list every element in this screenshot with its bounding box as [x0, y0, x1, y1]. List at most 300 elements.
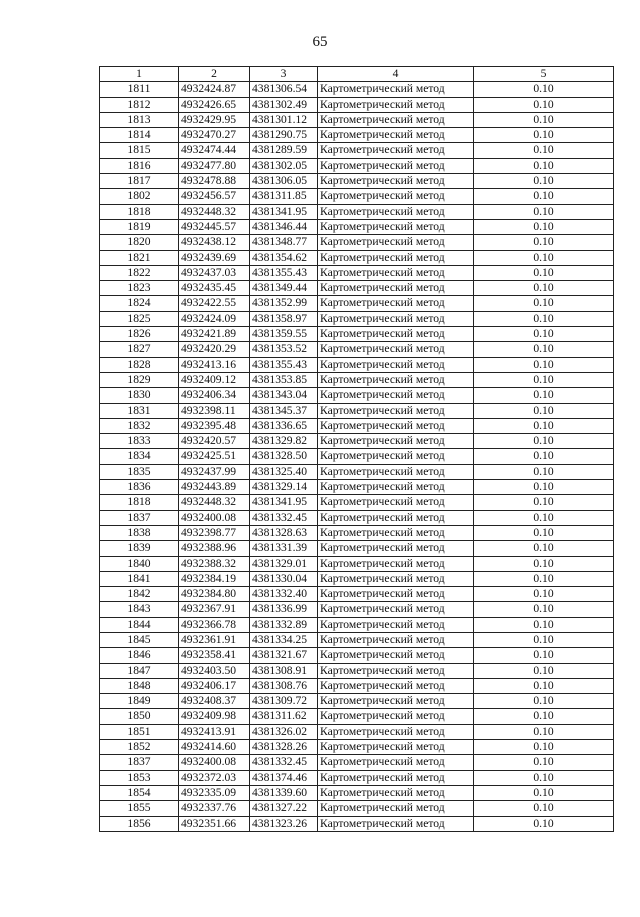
x-coordinate-cell: 4932421.89: [179, 327, 250, 342]
y-coordinate-cell: 4381330.04: [250, 571, 318, 586]
point-number-cell: 1854: [100, 785, 179, 800]
point-number-cell: 1802: [100, 189, 179, 204]
y-coordinate-cell: 4381331.39: [250, 541, 318, 556]
method-cell: Картометрический метод: [318, 112, 474, 127]
method-cell: Картометрический метод: [318, 525, 474, 540]
accuracy-cell: 0.10: [474, 388, 614, 403]
table-row: [100, 816, 614, 831]
table-row: [100, 174, 614, 189]
table-row: [100, 663, 614, 678]
accuracy-cell: 0.10: [474, 632, 614, 647]
method-cell: Картометрический метод: [318, 541, 474, 556]
y-coordinate-cell: 4381301.12: [250, 112, 318, 127]
point-number-cell: 1840: [100, 556, 179, 571]
method-cell: Картометрический метод: [318, 678, 474, 693]
accuracy-cell: 0.10: [474, 219, 614, 234]
method-cell: Картометрический метод: [318, 342, 474, 357]
y-coordinate-cell: 4381346.44: [250, 219, 318, 234]
x-coordinate-cell: 4932439.69: [179, 250, 250, 265]
point-number-cell: 1812: [100, 97, 179, 112]
accuracy-cell: 0.10: [474, 770, 614, 785]
y-coordinate-cell: 4381345.37: [250, 403, 318, 418]
method-cell: Картометрический метод: [318, 801, 474, 816]
y-coordinate-cell: 4381332.89: [250, 617, 318, 632]
x-coordinate-cell: 4932400.08: [179, 755, 250, 770]
y-coordinate-cell: 4381308.76: [250, 678, 318, 693]
method-cell: Картометрический метод: [318, 189, 474, 204]
y-coordinate-cell: 4381327.22: [250, 801, 318, 816]
accuracy-cell: 0.10: [474, 663, 614, 678]
point-number-cell: 1821: [100, 250, 179, 265]
y-coordinate-cell: 4381343.04: [250, 388, 318, 403]
y-coordinate-cell: 4381325.40: [250, 464, 318, 479]
table-row: [100, 770, 614, 785]
point-number-cell: 1833: [100, 434, 179, 449]
x-coordinate-cell: 4932409.12: [179, 372, 250, 387]
table-row: [100, 143, 614, 158]
y-coordinate-cell: 4381306.54: [250, 82, 318, 97]
x-coordinate-cell: 4932406.34: [179, 388, 250, 403]
method-cell: Картометрический метод: [318, 372, 474, 387]
x-coordinate-cell: 4932413.16: [179, 357, 250, 372]
point-number-cell: 1827: [100, 342, 179, 357]
y-coordinate-cell: 4381352.99: [250, 296, 318, 311]
method-cell: Картометрический метод: [318, 174, 474, 189]
point-number-cell: 1832: [100, 418, 179, 433]
x-coordinate-cell: 4932361.91: [179, 632, 250, 647]
accuracy-cell: 0.10: [474, 418, 614, 433]
accuracy-cell: 0.10: [474, 556, 614, 571]
y-coordinate-cell: 4381308.91: [250, 663, 318, 678]
accuracy-cell: 0.10: [474, 143, 614, 158]
point-number-cell: 1847: [100, 663, 179, 678]
x-coordinate-cell: 4932456.57: [179, 189, 250, 204]
x-coordinate-cell: 4932420.29: [179, 342, 250, 357]
y-coordinate-cell: 4381329.01: [250, 556, 318, 571]
accuracy-cell: 0.10: [474, 235, 614, 250]
accuracy-cell: 0.10: [474, 97, 614, 112]
table-row: [100, 219, 614, 234]
point-number-cell: 1816: [100, 158, 179, 173]
method-cell: Картометрический метод: [318, 128, 474, 143]
table-row: [100, 327, 614, 342]
table-row: [100, 740, 614, 755]
method-cell: Картометрический метод: [318, 510, 474, 525]
method-cell: Картометрический метод: [318, 82, 474, 97]
x-coordinate-cell: 4932448.32: [179, 204, 250, 219]
accuracy-cell: 0.10: [474, 357, 614, 372]
method-cell: Картометрический метод: [318, 204, 474, 219]
table-row: [100, 510, 614, 525]
method-cell: Картометрический метод: [318, 663, 474, 678]
method-cell: Картометрический метод: [318, 587, 474, 602]
accuracy-cell: 0.10: [474, 755, 614, 770]
method-cell: Картометрический метод: [318, 265, 474, 280]
method-cell: Картометрический метод: [318, 327, 474, 342]
x-coordinate-cell: 4932474.44: [179, 143, 250, 158]
point-number-cell: 1819: [100, 219, 179, 234]
accuracy-cell: 0.10: [474, 82, 614, 97]
x-coordinate-cell: 4932400.08: [179, 510, 250, 525]
accuracy-cell: 0.10: [474, 694, 614, 709]
x-coordinate-cell: 4932424.09: [179, 311, 250, 326]
table-row: [100, 785, 614, 800]
y-coordinate-cell: 4381306.05: [250, 174, 318, 189]
y-coordinate-cell: 4381359.55: [250, 327, 318, 342]
x-coordinate-cell: 4932437.99: [179, 464, 250, 479]
header-cell-x: 2: [179, 67, 250, 82]
method-cell: Картометрический метод: [318, 648, 474, 663]
method-cell: Картометрический метод: [318, 556, 474, 571]
y-coordinate-cell: 4381302.49: [250, 97, 318, 112]
x-coordinate-cell: 4932445.57: [179, 219, 250, 234]
point-number-cell: 1842: [100, 587, 179, 602]
accuracy-cell: 0.10: [474, 128, 614, 143]
x-coordinate-cell: 4932425.51: [179, 449, 250, 464]
y-coordinate-cell: 4381309.72: [250, 694, 318, 709]
x-coordinate-cell: 4932424.87: [179, 82, 250, 97]
point-number-cell: 1817: [100, 174, 179, 189]
y-coordinate-cell: 4381336.65: [250, 418, 318, 433]
y-coordinate-cell: 4381328.26: [250, 740, 318, 755]
table-row: [100, 495, 614, 510]
method-cell: Картометрический метод: [318, 724, 474, 739]
point-number-cell: 1829: [100, 372, 179, 387]
point-number-cell: 1834: [100, 449, 179, 464]
accuracy-cell: 0.10: [474, 801, 614, 816]
method-cell: Картометрический метод: [318, 235, 474, 250]
point-number-cell: 1823: [100, 281, 179, 296]
x-coordinate-cell: 4932366.78: [179, 617, 250, 632]
point-number-cell: 1838: [100, 525, 179, 540]
accuracy-cell: 0.10: [474, 281, 614, 296]
y-coordinate-cell: 4381341.95: [250, 204, 318, 219]
point-number-cell: 1818: [100, 495, 179, 510]
accuracy-cell: 0.10: [474, 327, 614, 342]
accuracy-cell: 0.10: [474, 740, 614, 755]
point-number-cell: 1848: [100, 678, 179, 693]
accuracy-cell: 0.10: [474, 617, 614, 632]
point-number-cell: 1845: [100, 632, 179, 647]
method-cell: Картометрический метод: [318, 632, 474, 647]
method-cell: Картометрический метод: [318, 449, 474, 464]
x-coordinate-cell: 4932384.19: [179, 571, 250, 586]
y-coordinate-cell: 4381341.95: [250, 495, 318, 510]
table-row: [100, 694, 614, 709]
table-row: [100, 189, 614, 204]
point-number-cell: 1815: [100, 143, 179, 158]
method-cell: Картометрический метод: [318, 464, 474, 479]
accuracy-cell: 0.10: [474, 678, 614, 693]
y-coordinate-cell: 4381321.67: [250, 648, 318, 663]
table-row: [100, 648, 614, 663]
y-coordinate-cell: 4381329.14: [250, 480, 318, 495]
table-row: [100, 97, 614, 112]
table-row: [100, 82, 614, 97]
y-coordinate-cell: 4381374.46: [250, 770, 318, 785]
point-number-cell: 1837: [100, 755, 179, 770]
x-coordinate-cell: 4932438.12: [179, 235, 250, 250]
accuracy-cell: 0.10: [474, 449, 614, 464]
table-row: [100, 296, 614, 311]
x-coordinate-cell: 4932388.32: [179, 556, 250, 571]
x-coordinate-cell: 4932358.41: [179, 648, 250, 663]
y-coordinate-cell: 4381328.50: [250, 449, 318, 464]
point-number-cell: 1856: [100, 816, 179, 831]
table-row: [100, 357, 614, 372]
method-cell: Картометрический метод: [318, 219, 474, 234]
y-coordinate-cell: 4381355.43: [250, 265, 318, 280]
table-row: [100, 571, 614, 586]
table-row: [100, 281, 614, 296]
table-row: [100, 678, 614, 693]
x-coordinate-cell: 4932403.50: [179, 663, 250, 678]
y-coordinate-cell: 4381349.44: [250, 281, 318, 296]
accuracy-cell: 0.10: [474, 372, 614, 387]
table-row: [100, 265, 614, 280]
method-cell: Картометрический метод: [318, 158, 474, 173]
x-coordinate-cell: 4932335.09: [179, 785, 250, 800]
x-coordinate-cell: 4932422.55: [179, 296, 250, 311]
point-number-cell: 1826: [100, 327, 179, 342]
method-cell: Картометрический метод: [318, 418, 474, 433]
point-number-cell: 1850: [100, 709, 179, 724]
accuracy-cell: 0.10: [474, 709, 614, 724]
y-coordinate-cell: 4381358.97: [250, 311, 318, 326]
y-coordinate-cell: 4381328.63: [250, 525, 318, 540]
table-row: [100, 403, 614, 418]
point-number-cell: 1836: [100, 480, 179, 495]
point-number-cell: 1853: [100, 770, 179, 785]
point-number-cell: 1824: [100, 296, 179, 311]
point-number-cell: 1839: [100, 541, 179, 556]
accuracy-cell: 0.10: [474, 480, 614, 495]
y-coordinate-cell: 4381339.60: [250, 785, 318, 800]
table-row: [100, 556, 614, 571]
y-coordinate-cell: 4381354.62: [250, 250, 318, 265]
point-number-cell: 1820: [100, 235, 179, 250]
point-number-cell: 1811: [100, 82, 179, 97]
accuracy-cell: 0.10: [474, 204, 614, 219]
table-row: [100, 541, 614, 556]
x-coordinate-cell: 4932478.88: [179, 174, 250, 189]
header-cell-accuracy: 5: [474, 67, 614, 82]
method-cell: Картометрический метод: [318, 785, 474, 800]
x-coordinate-cell: 4932384.80: [179, 587, 250, 602]
accuracy-cell: 0.10: [474, 296, 614, 311]
table-row: [100, 418, 614, 433]
y-coordinate-cell: 4381326.02: [250, 724, 318, 739]
y-coordinate-cell: 4381290.75: [250, 128, 318, 143]
header-cell-y: 3: [250, 67, 318, 82]
x-coordinate-cell: 4932372.03: [179, 770, 250, 785]
table-row: [100, 112, 614, 127]
method-cell: Картометрический метод: [318, 602, 474, 617]
x-coordinate-cell: 4932388.96: [179, 541, 250, 556]
table-row: [100, 602, 614, 617]
table-row: [100, 449, 614, 464]
table-row: [100, 709, 614, 724]
y-coordinate-cell: 4381302.05: [250, 158, 318, 173]
x-coordinate-cell: 4932426.65: [179, 97, 250, 112]
table-row: [100, 388, 614, 403]
x-coordinate-cell: 4932406.17: [179, 678, 250, 693]
accuracy-cell: 0.10: [474, 464, 614, 479]
method-cell: Картометрический метод: [318, 143, 474, 158]
y-coordinate-cell: 4381332.45: [250, 510, 318, 525]
point-number-cell: 1846: [100, 648, 179, 663]
accuracy-cell: 0.10: [474, 311, 614, 326]
accuracy-cell: 0.10: [474, 602, 614, 617]
accuracy-cell: 0.10: [474, 724, 614, 739]
accuracy-cell: 0.10: [474, 174, 614, 189]
y-coordinate-cell: 4381355.43: [250, 357, 318, 372]
table-row: [100, 464, 614, 479]
accuracy-cell: 0.10: [474, 250, 614, 265]
method-cell: Картометрический метод: [318, 816, 474, 831]
point-number-cell: 1822: [100, 265, 179, 280]
method-cell: Картометрический метод: [318, 480, 474, 495]
accuracy-cell: 0.10: [474, 342, 614, 357]
table-row: [100, 128, 614, 143]
point-number-cell: 1813: [100, 112, 179, 127]
point-number-cell: 1830: [100, 388, 179, 403]
header-cell-point-number: 1: [100, 67, 179, 82]
x-coordinate-cell: 4932435.45: [179, 281, 250, 296]
x-coordinate-cell: 4932429.95: [179, 112, 250, 127]
x-coordinate-cell: 4932470.27: [179, 128, 250, 143]
coordinates-table: [99, 66, 614, 832]
y-coordinate-cell: 4381289.59: [250, 143, 318, 158]
x-coordinate-cell: 4932395.48: [179, 418, 250, 433]
table-row: [100, 235, 614, 250]
y-coordinate-cell: 4381332.45: [250, 755, 318, 770]
table-body: [100, 82, 614, 832]
table-row: [100, 311, 614, 326]
x-coordinate-cell: 4932443.89: [179, 480, 250, 495]
table-row: [100, 525, 614, 540]
x-coordinate-cell: 4932408.37: [179, 694, 250, 709]
method-cell: Картометрический метод: [318, 617, 474, 632]
table-row: [100, 158, 614, 173]
accuracy-cell: 0.10: [474, 265, 614, 280]
y-coordinate-cell: 4381323.26: [250, 816, 318, 831]
method-cell: Картометрический метод: [318, 740, 474, 755]
x-coordinate-cell: 4932448.32: [179, 495, 250, 510]
header-cell-method: 4: [318, 67, 474, 82]
x-coordinate-cell: 4932398.77: [179, 525, 250, 540]
point-number-cell: 1855: [100, 801, 179, 816]
accuracy-cell: 0.10: [474, 525, 614, 540]
method-cell: Картометрический метод: [318, 403, 474, 418]
point-number-cell: 1825: [100, 311, 179, 326]
x-coordinate-cell: 4932414.60: [179, 740, 250, 755]
accuracy-cell: 0.10: [474, 112, 614, 127]
table-header-row: [100, 67, 614, 82]
accuracy-cell: 0.10: [474, 571, 614, 586]
y-coordinate-cell: 4381353.52: [250, 342, 318, 357]
point-number-cell: 1837: [100, 510, 179, 525]
accuracy-cell: 0.10: [474, 495, 614, 510]
table-row: [100, 480, 614, 495]
table-row: [100, 632, 614, 647]
method-cell: Картометрический метод: [318, 694, 474, 709]
table-row: [100, 250, 614, 265]
point-number-cell: 1844: [100, 617, 179, 632]
point-number-cell: 1843: [100, 602, 179, 617]
y-coordinate-cell: 4381311.62: [250, 709, 318, 724]
point-number-cell: 1831: [100, 403, 179, 418]
x-coordinate-cell: 4932413.91: [179, 724, 250, 739]
point-number-cell: 1849: [100, 694, 179, 709]
x-coordinate-cell: 4932437.03: [179, 265, 250, 280]
method-cell: Картометрический метод: [318, 357, 474, 372]
point-number-cell: 1828: [100, 357, 179, 372]
accuracy-cell: 0.10: [474, 403, 614, 418]
method-cell: Картометрический метод: [318, 495, 474, 510]
table-row: [100, 204, 614, 219]
point-number-cell: 1851: [100, 724, 179, 739]
table-row: [100, 801, 614, 816]
point-number-cell: 1818: [100, 204, 179, 219]
x-coordinate-cell: 4932409.98: [179, 709, 250, 724]
x-coordinate-cell: 4932420.57: [179, 434, 250, 449]
method-cell: Картометрический метод: [318, 755, 474, 770]
y-coordinate-cell: 4381336.99: [250, 602, 318, 617]
x-coordinate-cell: 4932351.66: [179, 816, 250, 831]
method-cell: Картометрический метод: [318, 281, 474, 296]
accuracy-cell: 0.10: [474, 434, 614, 449]
y-coordinate-cell: 4381353.85: [250, 372, 318, 387]
method-cell: Картометрический метод: [318, 97, 474, 112]
table-row: [100, 755, 614, 770]
accuracy-cell: 0.10: [474, 648, 614, 663]
x-coordinate-cell: 4932398.11: [179, 403, 250, 418]
point-number-cell: 1814: [100, 128, 179, 143]
method-cell: Картометрический метод: [318, 388, 474, 403]
table-row: [100, 434, 614, 449]
accuracy-cell: 0.10: [474, 510, 614, 525]
point-number-cell: 1852: [100, 740, 179, 755]
table-row: [100, 587, 614, 602]
y-coordinate-cell: 4381311.85: [250, 189, 318, 204]
method-cell: Картометрический метод: [318, 709, 474, 724]
method-cell: Картометрический метод: [318, 311, 474, 326]
x-coordinate-cell: 4932477.80: [179, 158, 250, 173]
point-number-cell: 1841: [100, 571, 179, 586]
accuracy-cell: 0.10: [474, 587, 614, 602]
point-number-cell: 1835: [100, 464, 179, 479]
x-coordinate-cell: 4932337.76: [179, 801, 250, 816]
accuracy-cell: 0.10: [474, 816, 614, 831]
method-cell: Картометрический метод: [318, 770, 474, 785]
table-row: [100, 372, 614, 387]
table-row: [100, 724, 614, 739]
accuracy-cell: 0.10: [474, 541, 614, 556]
method-cell: Картометрический метод: [318, 571, 474, 586]
method-cell: Картометрический метод: [318, 296, 474, 311]
y-coordinate-cell: 4381334.25: [250, 632, 318, 647]
accuracy-cell: 0.10: [474, 785, 614, 800]
y-coordinate-cell: 4381329.82: [250, 434, 318, 449]
y-coordinate-cell: 4381348.77: [250, 235, 318, 250]
accuracy-cell: 0.10: [474, 189, 614, 204]
table-row: [100, 342, 614, 357]
page-number: 65: [312, 34, 328, 50]
table-row: [100, 617, 614, 632]
accuracy-cell: 0.10: [474, 158, 614, 173]
method-cell: Картометрический метод: [318, 434, 474, 449]
